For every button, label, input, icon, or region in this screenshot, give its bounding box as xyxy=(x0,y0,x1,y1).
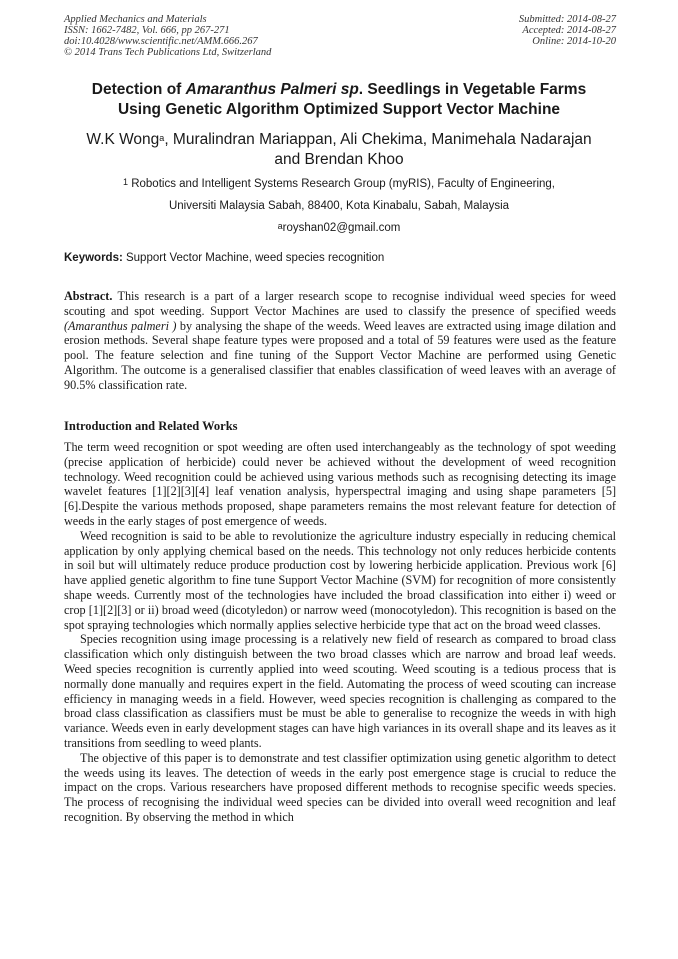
abstract-label: Abstract. xyxy=(64,289,113,303)
affiliation: $^1$ Robotics and Intelligent Systems Research Group (myRIS), Faculty of Engineering, Universiti Malaysia Sabah, 88400, Kota Kinabalu, Sabah, Malaysia $^a$royshan02@gmail.com xyxy=(30,173,648,239)
paragraph: The objective of this paper is to demonstrate and test classifier optimization using genetic algorithm to detect the weeds using its leaves. The detection of weeds in the early post emergence stage is crucial to reduce the impact on the crops. Various researchers have proposed different methods to recognise specific weeds species. The process of recognising the individual weed species can be divided into overall weed recognition and leaf recognition. By observing the method in which xyxy=(64,750,616,824)
paragraph: The term weed recognition or spot weeding are often used interchangeably as the technology of spot weeding (precise application of herbicide) could never be achieved without the development of weed recognition technology. Weed recognition could be achieved using various methods such as recognising detecting its image wavelet features [1][2][3][4] leaf venation analysis, hyperspectral imaging and using shape parameters [5][6].Despite the various methods proposed, shape parameters remains the most relevant feature for detection of weeds in the early stages of post emergence of weeds. xyxy=(64,440,616,528)
keywords-label: Keywords: xyxy=(64,252,123,264)
species-name: Amaranthus Palmeri sp xyxy=(185,81,359,98)
date-accepted: Accepted: 2014-08-27 xyxy=(522,25,616,36)
journal-name: Applied Mechanics and Materials xyxy=(64,14,207,25)
journal-info xyxy=(64,14,271,58)
first-author: W.K Wong xyxy=(86,131,160,148)
section-heading: Introduction and Related Works xyxy=(64,419,238,433)
paragraph: Weed recognition is said to be able to revolutionize the agriculture industry especially in reducing chemical application by only applying chemical based on the needs. This technology not only reduces herbicide contents in soil but will ultimately reduce produce production cost by lowering herbicide application. Previous work [6] have applied genetic algorithm to fine tune Support Vector Machine (SVM) for recognition of more consistently shape weeds. Currently most of the technologies have included the broad classification into either i) weed or crop [1][2][3] or ii) broad weed (dicotyledon) or narrow weed (monocotyledon). This recognition is based on the spot spraying technologies which normally applies selective herbicide type that act on the broad weed classes. xyxy=(64,528,616,632)
paragraph: Species recognition using image processing is a relatively new field of research as compared to broad class classification which only distinguish between the two broad classes which are narrow and broad leaf weeds. Weed species recognition is currently applied into weed scouting. Weed scouting is a tedious process that is normally done manually and requires expert in the field. Automating the process of weed scouting can increase efficiency in managing weeds in a field. However, weed species recognition is challenging as compared to the broad class classification as classifiers must be must be able to generalise to recognize the weeds in with high variance. Weeds even in early development stages can have high variances in its overall shape and its leaves as it transitions from seedling to weed plants. xyxy=(64,632,616,750)
introduction-body xyxy=(64,440,616,825)
abstract: Abstract. This research is a part of a larger research scope to recognise individual weed species for weed scouting and spot weeding. Support Vector Machines are used to classify the presence of specified weeds (Amaranthus palmeri ) by analysing the shape of the weeds. Weed leaves are extracted using image dilation and erosion methods. Several shape feature types were proposed and a total of 59 features were used as the feature pool. The feature selection and fine tuning of the Support Vector Machine are performed using Genetic Algorithm. The outcome is a generalised classifier that enables classification of weed leaves with an average of 90.5% classification rate. xyxy=(64,289,616,392)
journal-copyright: © 2014 Trans Tech Publications Ltd, Switzerland xyxy=(64,47,272,58)
publication-dates xyxy=(519,14,616,47)
author-email: $^a$royshan02@gmail.com xyxy=(277,221,401,234)
paper-title: Detection of Amaranthus Palmeri sp. Seedlings in Vegetable Farms Using Genetic Algorithm Optimized Support Vector Machine xyxy=(91,81,587,118)
keywords: Keywords: Support Vector Machine, weed species recognition xyxy=(64,252,385,264)
journal-doi: doi:10.4028/www.scientific.net/AMM.666.267 xyxy=(64,36,258,47)
author-list: W.K Wong$^a$, Muralindran Mariappan, Ali Chekima, Manimehala Nadarajan and Brendan Khoo xyxy=(86,131,592,168)
date-submitted: Submitted: 2014-08-27 xyxy=(518,14,616,25)
journal-issn: ISSN: 1662-7482, Vol. 666, pp 267-271 xyxy=(64,25,230,36)
date-online: Online: 2014-10-20 xyxy=(532,36,616,47)
